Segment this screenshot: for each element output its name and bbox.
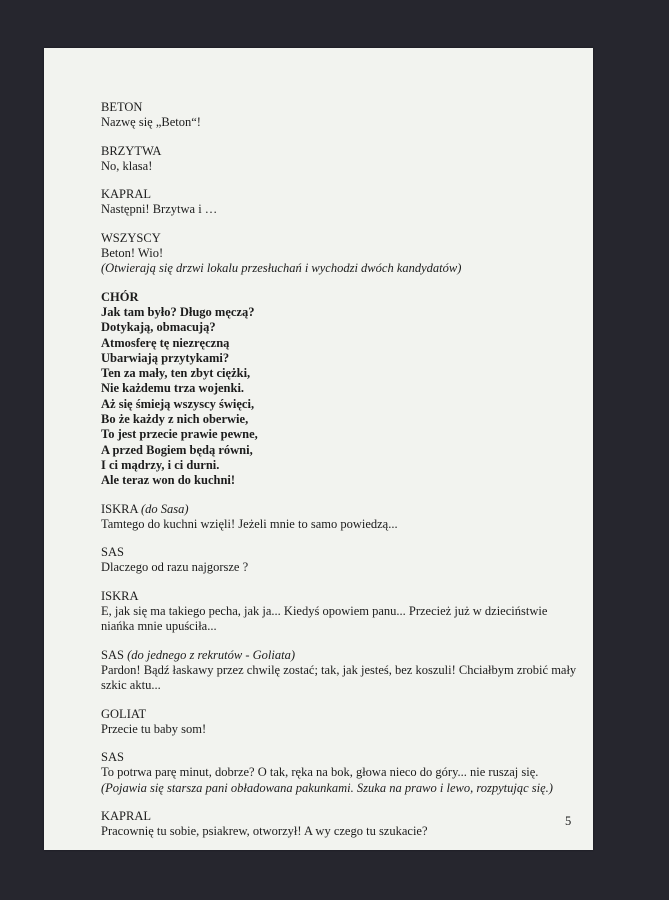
speaker-name: ISKRA — [101, 501, 138, 516]
dialogue-line: Pardon! Bądź łaskawy przez chwilę zostać; tak, jak jesteś, bez koszuli! Chciałbym zrobić mały szkic aktu... — [101, 662, 577, 693]
dialogue-line: Przecie tu baby som! — [101, 721, 207, 736]
speaker-name: BETON — [101, 100, 143, 114]
verse-line: Ubarwiają przytykami? — [101, 350, 230, 365]
speaker-name: CHÓR — [101, 289, 139, 304]
verse-line: I ci mądrzy, i ci durni. — [101, 457, 220, 472]
verse-line: Bo że każdy z nich oberwie, — [101, 412, 249, 427]
speaker-name: SAS — [101, 750, 124, 765]
verse-line: Ten za mały, ten zbyt ciężki, — [101, 366, 251, 381]
verse-line: Ale teraz won do kuchni! — [101, 473, 236, 488]
speaker-stage-note: (do jednego z rekrutów - Goliata) — [127, 647, 295, 662]
verse-line: A przed Bogiem będą równi, — [101, 442, 253, 457]
speaker-heading — [101, 502, 581, 517]
speaker-name: KAPRAL — [101, 187, 152, 202]
chorus-block — [101, 290, 581, 489]
speaker-name: GOLIAT — [101, 706, 147, 721]
speaker-name: BRZYTWA — [101, 143, 162, 158]
dialogue-line: To potrwa parę minut, dobrze? O tak, ręka na bok, głowa nieco do góry... nie ruszaj się. — [101, 765, 539, 780]
dialogue-block — [101, 750, 581, 796]
dialogue-block — [101, 707, 581, 738]
speaker-name: ISKRA — [101, 588, 139, 603]
dialogue-block — [101, 648, 581, 694]
dialogue-line: Dlaczego od razu najgorsze ? — [101, 560, 249, 575]
dialogue-line: No, klasa! — [101, 158, 153, 173]
verse-line: Nie każdemu trza wojenki. — [101, 381, 245, 396]
script-page — [44, 48, 593, 850]
dialogue-block — [101, 144, 581, 175]
dialogue-block — [101, 100, 581, 131]
dialogue-block — [101, 502, 581, 533]
dialogue-line: Beton! Wio! — [101, 246, 164, 261]
speaker-name: WSZYSCY — [101, 230, 161, 245]
page-number: 5 — [565, 814, 572, 828]
dialogue-line: Następni! Brzytwa i … — [101, 202, 218, 217]
speaker-stage-note: (do Sasa) — [140, 501, 189, 516]
dialogue-line: E, jak się ma takiego pecha, jak ja... Kiedyś opowiem panu... Przecież już w dzieciństwie niańka mnie upuściła... — [101, 604, 548, 634]
dialogue-block — [101, 545, 581, 576]
dialogue-block — [101, 187, 581, 218]
speaker-heading — [101, 648, 581, 663]
speaker-name: SAS — [101, 647, 124, 662]
verse-line: Dotykają, obmacują? — [101, 320, 216, 335]
script-content — [101, 100, 581, 853]
verse-line: Jak tam było? Długo męczą? — [101, 304, 255, 319]
dialogue-block — [101, 589, 581, 635]
dialogue-line: Tamtego do kuchni wzięli! Jeżeli mnie to samo powiedzą... — [101, 516, 398, 531]
verse-line: Atmosferę tę niezręczną — [101, 335, 230, 350]
stage-direction: (Pojawia się starsza pani obładowana pakunkami. Szuka na prawo i lewo, rozpytując się.) — [101, 780, 553, 795]
dialogue-line: Nazwę się „Beton“! — [101, 115, 201, 130]
speaker-name: SAS — [101, 545, 124, 560]
verse-line: Aż się śmieją wszyscy święci, — [101, 396, 255, 411]
dialogue-block — [101, 231, 581, 277]
speaker-name: KAPRAL — [101, 808, 152, 823]
stage-direction: (Otwierają się drzwi lokalu przesłuchań i wychodzi dwóch kandydatów) — [101, 261, 462, 276]
dialogue-block — [101, 809, 581, 840]
dialogue-line: Pracownię tu sobie, psiakrew, otworzył! A wy czego tu szukacie? — [101, 824, 428, 839]
verse-line: To jest przecie prawie pewne, — [101, 427, 258, 442]
